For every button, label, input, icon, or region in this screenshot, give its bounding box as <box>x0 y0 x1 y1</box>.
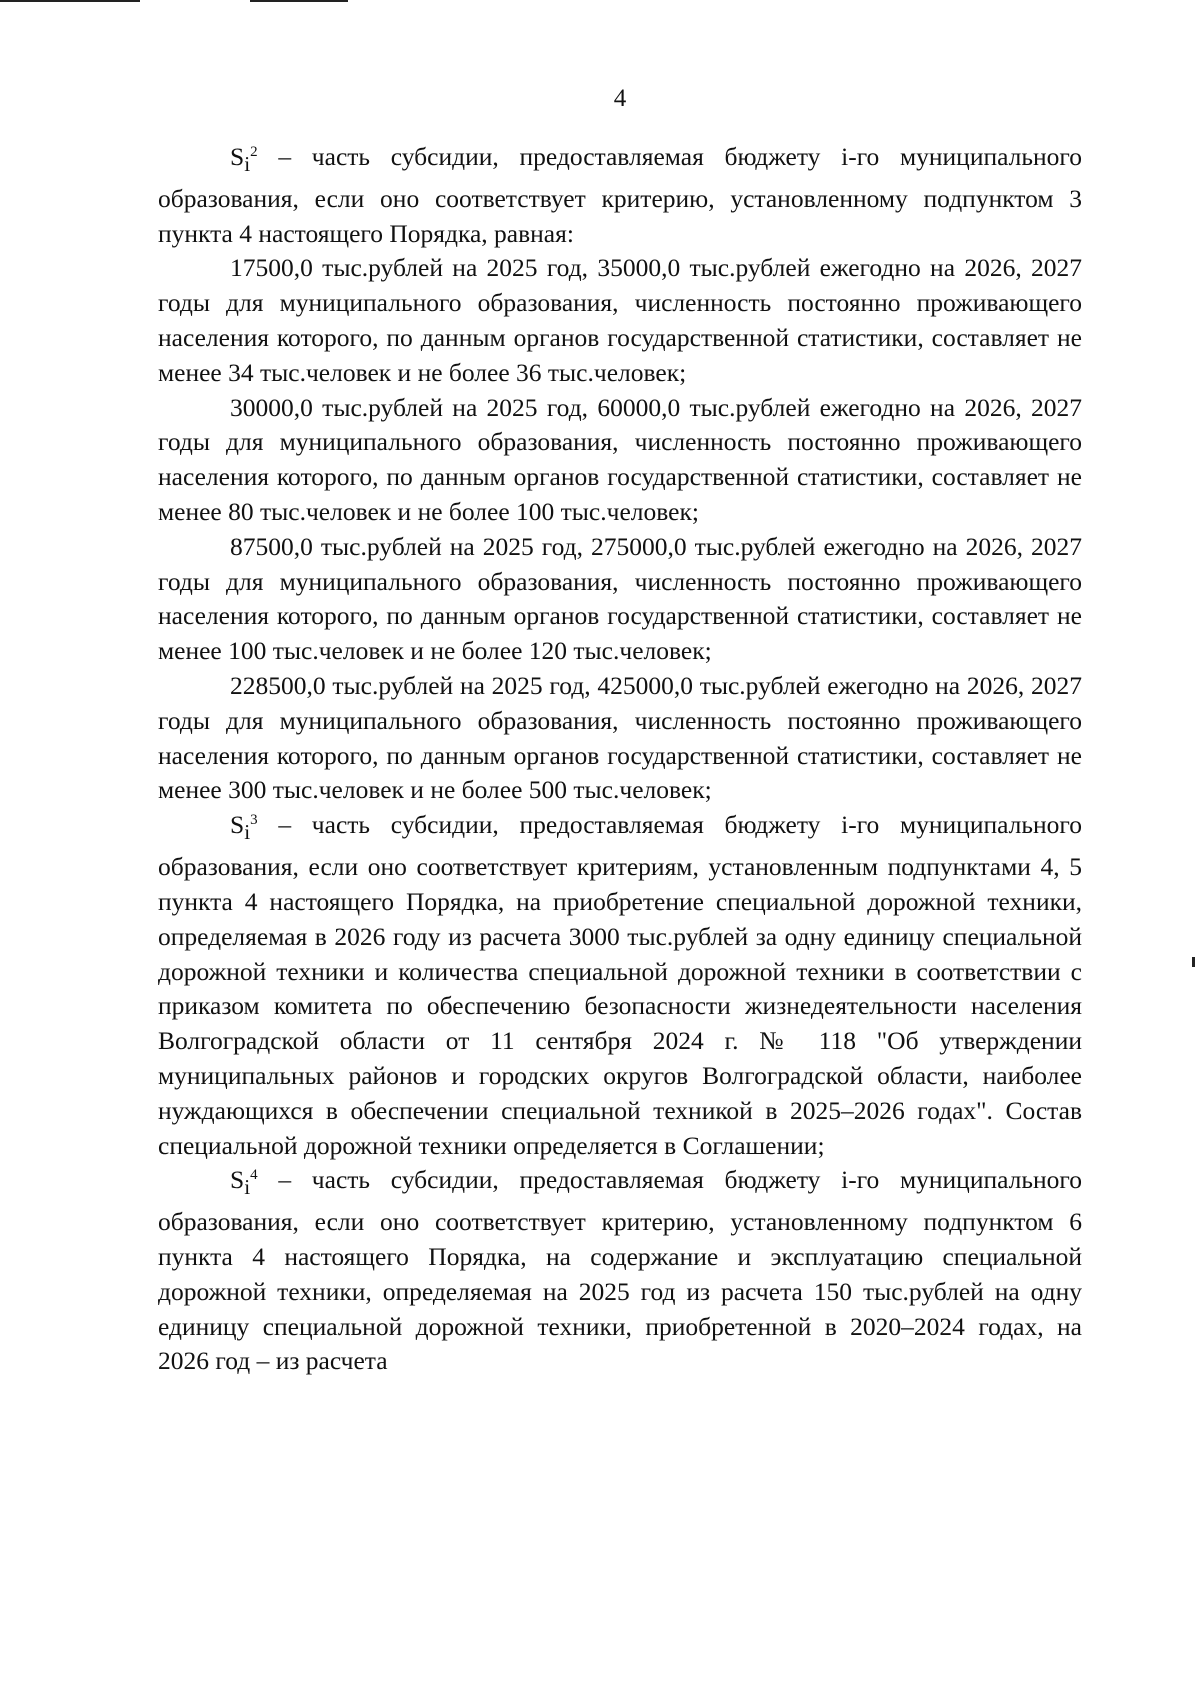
formula-subscript: i <box>244 152 251 177</box>
paragraph-amount-tier-1: 17500,0 тыс.рублей на 2025 год, 35000,0 тыс.рублей ежегодно на 2026, 2027 годы для муниципального образования, численность постоянно проживающего населения которого, по данным органов государственной статистики, составляет не менее 34 тыс.человек и не более 36 тыс.человек; <box>158 253 1082 387</box>
paragraph-s4-definition <box>158 1163 1082 1379</box>
paragraph-s2-definition <box>158 140 1082 251</box>
formula-symbol: S <box>230 810 245 840</box>
paragraph-text: – часть субсидии, предоставляемая бюджету i-го муниципального образования, если оно соответствует критериям, установленным подпунктами 4, 5 пункта 4 настоящего Порядка, на приобретение специальной дорожной техники, определяемая в 2026 году из расчета 3000 тыс.рублей за одну единицу специальной дорожной техники и количества специальной дорожной техники в соответствии с приказом комитета по обеспечению безопасности жизнедеятельности населения Волгоградской области от 11 сентября 2024 г. № 118 "Об утверждении муниципальных районов и городских округов Волгоградской области, наиболее нуждающихся в обеспечении специальной техникой в 2025–2026 годах". Состав специальной дорожной техники определяется в Соглашении; <box>158 810 1082 1160</box>
scan-edge-mark-left <box>0 0 140 2</box>
paragraph-amount-tier-3: 87500,0 тыс.рублей на 2025 год, 275000,0 тыс.рублей ежегодно на 2026, 2027 годы для муниципального образования, численность постоянно проживающего населения которого, по данным органов государственной статистики, составляет не менее 100 тыс.человек и не более 120 тыс.человек; <box>158 531 1082 666</box>
paragraph-s3-definition <box>158 808 1082 1163</box>
scan-edge-mark-center <box>250 0 348 2</box>
formula-subscript: i <box>244 1175 251 1200</box>
formula-subscript: i <box>244 820 251 845</box>
formula-superscript: 4 <box>250 1167 258 1184</box>
formula-superscript: 3 <box>250 812 258 829</box>
paragraph-amount-tier-4: 228500,0 тыс.рублей на 2025 год, 425000,0 тыс.рублей ежегодно на 2026, 2027 годы для муниципального образования, численность постоянно проживающего населения которого, по данным органов государственной статистики, составляет не менее 300 тыс.человек и не более 500 тыс.человек; <box>158 671 1082 805</box>
paragraph-amount-tier-2: 30000,0 тыс.рублей на 2025 год, 60000,0 тыс.рублей ежегодно на 2026, 2027 годы для муниципального образования, численность постоянно проживающего населения которого, по данным органов государственной статистики, составляет не менее 80 тыс.человек и не более 100 тыс.человек; <box>158 392 1082 527</box>
scan-speck <box>1192 957 1195 967</box>
formula-symbol: S <box>230 142 245 171</box>
document-body <box>158 140 1082 1379</box>
formula-superscript: 2 <box>250 144 258 160</box>
paragraph-text: – часть субсидии, предоставляемая бюджету i-го муниципального образования, если оно соответствует критерию, установленному подпунктом 3 пункта 4 настоящего Порядка, равная: <box>158 142 1082 248</box>
page-number: 4 <box>613 85 627 112</box>
paragraph-text: – часть субсидии, предоставляемая бюджету i-го муниципального образования, если оно соответствует критерию, установленному подпунктом 6 пункта 4 настоящего Порядка, на содержание и эксплуатацию специальной дорожной техники, определяемая на 2025 год из расчета 150 тыс.рублей на одну единицу специальной дорожной техники, приобретенной в 2020–2024 годах, на 2026 год – из расчета <box>158 1165 1082 1376</box>
formula-symbol: S <box>230 1165 245 1195</box>
